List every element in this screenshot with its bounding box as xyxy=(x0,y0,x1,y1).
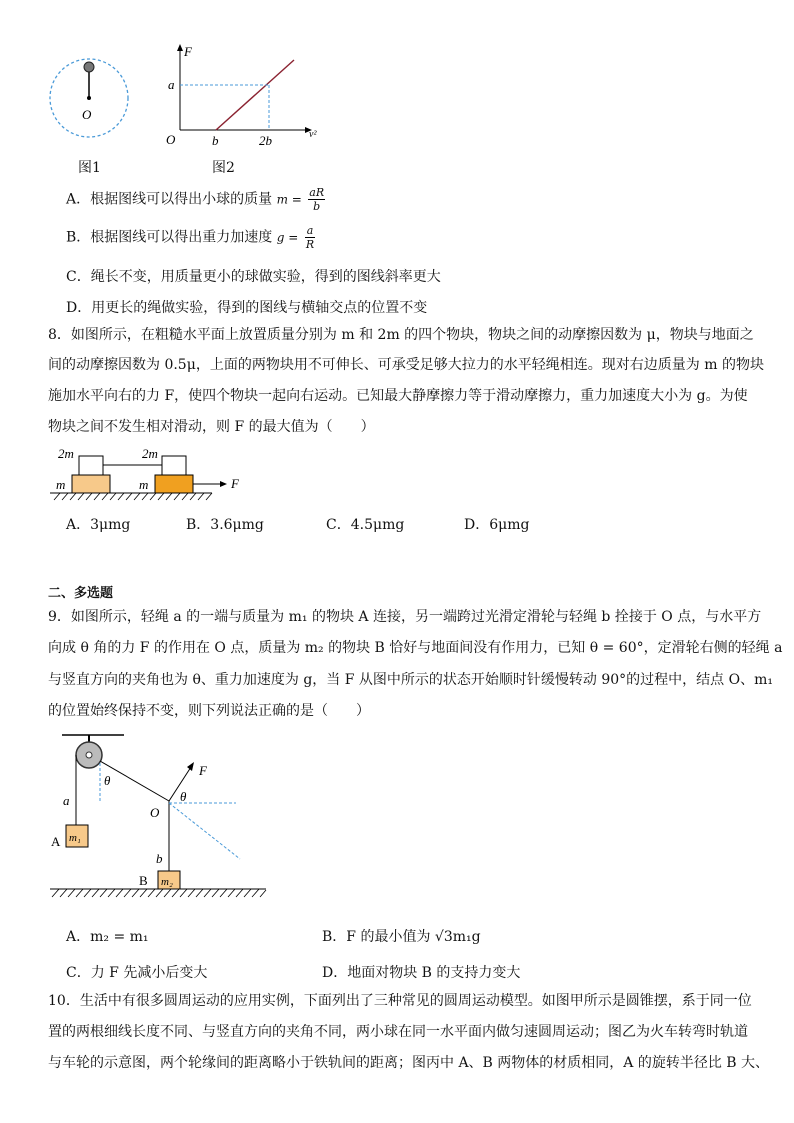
label-theta-1: θ xyxy=(104,773,111,788)
q7-option-d: D．用更长的绳做实验，得到的图线与横轴交点的位置不变 xyxy=(66,300,428,316)
q9-line-4: 的位置始终保持不变，则下列说法正确的是（ ） xyxy=(48,703,370,719)
q9-pulley-figure xyxy=(44,727,274,905)
label-top-right: 2m xyxy=(142,446,158,461)
q9-line-2: 向成 θ 角的力 F 的作用在 O 点，质量为 m₂ 的物块 B 恰好与地面间没有作用力，已知 θ = 60°，定滑轮右侧的轻绳 a xyxy=(48,640,783,656)
label-a: a xyxy=(168,77,175,92)
q10-line-1: 10．生活中有很多圆周运动的应用实例，下面列出了三种常见的圆周运动模型。如图甲所示是圆锥摆，系于同一位 xyxy=(48,993,752,1009)
label-F: F xyxy=(184,44,192,59)
q10-line-2: 置的两根细线长度不同、与竖直方向的夹角不同，两小球在同一水平面内做匀速圆周运动；图乙为火车转弯时轨道 xyxy=(48,1024,748,1040)
top-block-right xyxy=(162,456,186,475)
q7-option-c: C．绳长不变，用质量更小的球做实验，得到的图线斜率更大 xyxy=(66,269,441,285)
q8-option-c: C．4.5μmg xyxy=(326,517,405,533)
label-b: b xyxy=(212,133,219,148)
ground-hatch xyxy=(54,493,212,500)
figure-2-graph xyxy=(158,40,328,155)
section-heading: 二、多选题 xyxy=(48,586,114,601)
ground-hatch xyxy=(52,889,266,897)
label-2b: 2b xyxy=(259,133,272,148)
dashed-final-direction xyxy=(169,803,240,859)
label-theta-2: θ xyxy=(180,789,187,804)
label-B: B xyxy=(139,873,148,888)
bottom-block-left xyxy=(72,475,110,493)
label-bottom-left: m xyxy=(56,477,66,492)
q9-line-3: 与竖直方向的夹角也为 θ、重力加速度为 g，当 F 从图中所示的状态开始顺时针缓慢转动 90°的过程中，结点 O、m₁ xyxy=(48,672,773,688)
center-point xyxy=(87,96,91,100)
q9-option-d: D．地面对物块 B 的支持力变大 xyxy=(322,965,521,981)
label-F: F xyxy=(199,763,207,778)
figure-1-circular-motion xyxy=(44,52,136,152)
label-a: a xyxy=(63,793,70,808)
label-A: A xyxy=(51,834,61,849)
q8-line-1: 8．如图所示，在粗糙水平面上放置质量分别为 m 和 2m 的四个物块，物块之间的动摩擦因数为 μ，物块与地面之 xyxy=(48,327,754,343)
q8-option-a: A．3μmg xyxy=(66,517,131,533)
label-O: O xyxy=(82,107,92,122)
bottom-block-right xyxy=(155,475,193,493)
label-O: O xyxy=(150,805,160,820)
q9-option-b: B．F 的最小值为 √3m₁g xyxy=(322,929,481,945)
q8-line-2: 间的动摩擦因数为 0.5μ，上面的两物块用不可伸长、可承受足够大拉力的水平轻绳相连。现对右边质量为 m 的物块 xyxy=(48,357,764,373)
q7-option-b: B．根据图线可以得出重力加速度 g = $\frac{a}{R}$ xyxy=(66,224,315,251)
graph-line xyxy=(216,60,294,130)
q8-line-3: 施加水平向右的力 F，使四个物块一起向右运动。已知最大静摩擦力等于滑动摩擦力，重力加速度大小为 g。为使 xyxy=(48,388,748,404)
q8-blocks-figure xyxy=(50,444,250,506)
label-O: O xyxy=(166,132,176,147)
q8-option-b: B．3.6μmg xyxy=(186,517,264,533)
label-m1: m₁ xyxy=(69,832,81,844)
top-block-left xyxy=(79,456,103,475)
label-force: F xyxy=(231,476,239,491)
q8-line-4: 物块之间不发生相对滑动，则 F 的最大值为（ ） xyxy=(48,419,375,435)
force-arrowhead xyxy=(220,481,227,487)
q10-line-3: 与车轮的示意图，两个轮缘间的距离略小于铁轨间的距离；图丙中 A、B 两物体的材质相同，A 的旋转半径比 B 大、 xyxy=(48,1055,770,1071)
label-b: b xyxy=(156,851,163,866)
q9-option-c: C．力 F 先减小后变大 xyxy=(66,965,208,981)
label-m2: m₂ xyxy=(161,876,173,888)
q9-line-1: 9．如图所示，轻绳 a 的一端与质量为 m₁ 的物块 A 连接，另一端跨过光滑定滑轮与轻绳 b 拴接于 O 点，与水平方 xyxy=(48,609,762,625)
q8-option-d: D．6μmg xyxy=(464,517,530,533)
ball xyxy=(84,62,94,72)
label-bottom-right: m xyxy=(139,477,149,492)
q7-option-a: A．根据图线可以得出小球的质量 m = $\frac{aR}{b}$ xyxy=(66,186,325,213)
label-top-left: 2m xyxy=(58,446,74,461)
figure-2-caption: 图2 xyxy=(212,160,235,176)
q9-option-a: A．m₂ = m₁ xyxy=(66,929,149,945)
figure-1-caption: 图1 xyxy=(78,160,101,176)
label-v2: v² xyxy=(309,129,317,140)
pulley-axle xyxy=(86,752,92,758)
force-f-arrowhead xyxy=(187,762,194,771)
y-axis-arrow xyxy=(177,44,183,51)
